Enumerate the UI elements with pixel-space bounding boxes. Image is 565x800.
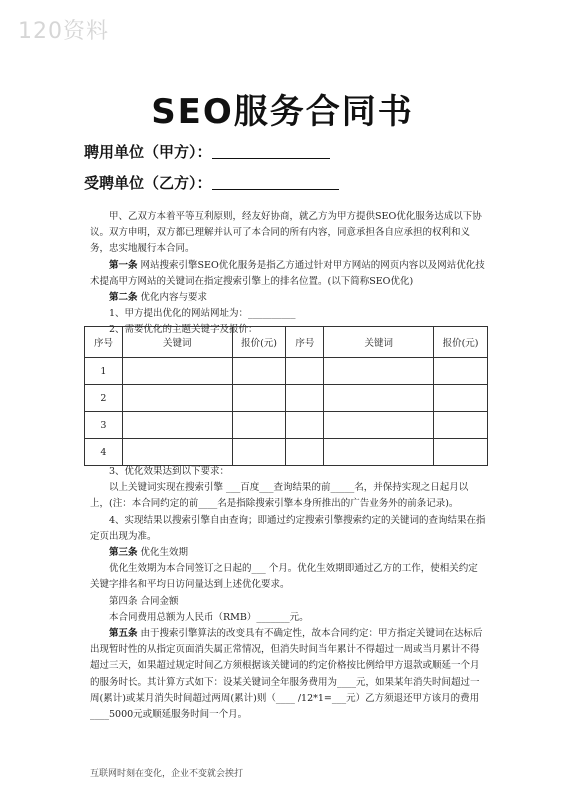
article-5 xyxy=(90,626,486,723)
table-cell xyxy=(232,358,286,385)
party-b-line xyxy=(84,172,339,193)
article-4-body: 本合同费用总额为人民币（RMB）_______元。 xyxy=(109,611,309,623)
table-row xyxy=(85,358,488,385)
article-2-item-2: 2、需要优化的主题关键字及报价： xyxy=(109,324,258,336)
contract-lower-text xyxy=(90,464,486,723)
table-cell xyxy=(122,412,232,439)
table-row xyxy=(85,385,488,412)
article-3 xyxy=(90,545,486,561)
table-cell xyxy=(286,358,324,385)
table-cell xyxy=(324,385,434,412)
table-cell xyxy=(324,412,434,439)
table-header-cell: 报价(元) xyxy=(434,327,488,358)
item-3-part-a: 以上关键词实现在搜索引擎 xyxy=(109,482,227,494)
document-title: SEO服务合同书 xyxy=(151,92,414,132)
party-a-label: 聘用单位（甲方）： xyxy=(84,143,212,161)
table-cell xyxy=(286,385,324,412)
article-1-text: 网站搜索引擎SEO优化服务是指乙方通过针对甲方网站的网页内容以及网站优化技术提高甲方网站的关键词在指定搜索引擎上的排名位置。(以下简称SEO优化) xyxy=(90,259,485,287)
table-cell xyxy=(122,439,232,466)
table-cell: 3 xyxy=(85,412,123,439)
table-row xyxy=(85,439,488,466)
article-4-head: 第四条 合同金额 xyxy=(109,595,179,607)
item-3-title: 3、优化效果达到以下要求： xyxy=(109,466,230,477)
table-cell xyxy=(232,439,286,466)
table-cell xyxy=(232,412,286,439)
article-5-text: 由于搜索引擎算法的改变具有不确定性，故本合同约定：甲方指定关键词在达标后出现暂时性的从指定页面消失属正常情况，但消失时间当年累计不得超过一周或当月累计不得超过三天，如果超过规定时间乙方须根据该关键词的约定价格按比例给甲方退款或顺延一个月的服务时长。其计算方式如下：设某关键词全年服务费用为____元，如果某年消失时间超过一周(累计)或某月消失时间超过两周(累计)则（____ /12*1=___元）乙方须退还甲方该月的费用____5000元或顺延服务时间一个月。 xyxy=(90,628,483,721)
party-a-line xyxy=(84,141,330,162)
table-cell xyxy=(324,358,434,385)
table-cell: 4 xyxy=(85,439,123,466)
party-b-blank xyxy=(212,174,339,190)
table-cell xyxy=(324,439,434,466)
table-header-row xyxy=(85,327,488,358)
table-cell xyxy=(434,358,488,385)
table-cell xyxy=(286,412,324,439)
search-engine-value: ___百度___ xyxy=(226,482,274,494)
party-a-blank xyxy=(212,143,330,159)
party-b-label: 受聘单位（乙方）： xyxy=(84,174,212,192)
table-header-cell: 序号 xyxy=(286,327,324,358)
watermark: 120资料 xyxy=(18,19,109,44)
table-cell xyxy=(122,385,232,412)
article-2 xyxy=(90,290,486,306)
table-row xyxy=(85,412,488,439)
article-3-head: 第三条 xyxy=(109,547,138,559)
article-1-head: 第一条 xyxy=(109,259,138,271)
table-cell xyxy=(434,412,488,439)
table-cell: 2 xyxy=(85,385,123,412)
item-4: 4、实现结果以搜索引擎自由查询；即通过约定搜索引擎搜索约定的关键词的查询结果在指定页出现为准。 xyxy=(90,514,486,542)
table-header-cell: 关键词 xyxy=(324,327,434,358)
footer-slogan: 互联网时刻在变化，企业不变就会挨打 xyxy=(90,769,244,779)
table-header-cell: 报价(元) xyxy=(232,327,286,358)
article-5-head: 第五条 xyxy=(109,628,138,640)
intro-paragraph: 甲、乙双方本着平等互利原则，经友好协商，就乙方为甲方提供SEO优化服务达成以下协议。双方申明，双方都已理解并认可了本合同的所有内容，同意承担各自应承担的权利和义务，忠实地履行本合同。 xyxy=(90,211,482,255)
article-2-text: 优化内容与要求 xyxy=(137,292,208,304)
table-cell xyxy=(232,385,286,412)
table-cell: 1 xyxy=(85,358,123,385)
article-1 xyxy=(90,258,486,290)
table-header-cell: 序号 xyxy=(85,327,123,358)
table-header-cell: 关键词 xyxy=(122,327,232,358)
item-3-part-b: 查询结果的前_____名，并保持实现之日起月以上，(注：本合同约定的前____名是指除搜索引擎本身所推出的广告业务外的前条记录)。 xyxy=(90,482,469,510)
article-2-item-1: 1、甲方提出优化的网站网址为：__________ xyxy=(109,308,296,320)
table-cell xyxy=(286,439,324,466)
contract-upper-text xyxy=(90,209,486,339)
item-3-body xyxy=(90,480,486,512)
table-cell xyxy=(122,358,232,385)
article-3-text: 优化生效期 xyxy=(137,547,189,559)
article-3-body: 优化生效期为本合同签订之日起的___ 个月。优化生效期即通过乙方的工作，使相关约定关键字排名和平均日访问量达到上述优化要求。 xyxy=(90,563,478,591)
table-cell xyxy=(434,385,488,412)
keyword-price-table xyxy=(84,326,488,466)
table-cell xyxy=(434,439,488,466)
article-2-head: 第二条 xyxy=(109,292,138,304)
